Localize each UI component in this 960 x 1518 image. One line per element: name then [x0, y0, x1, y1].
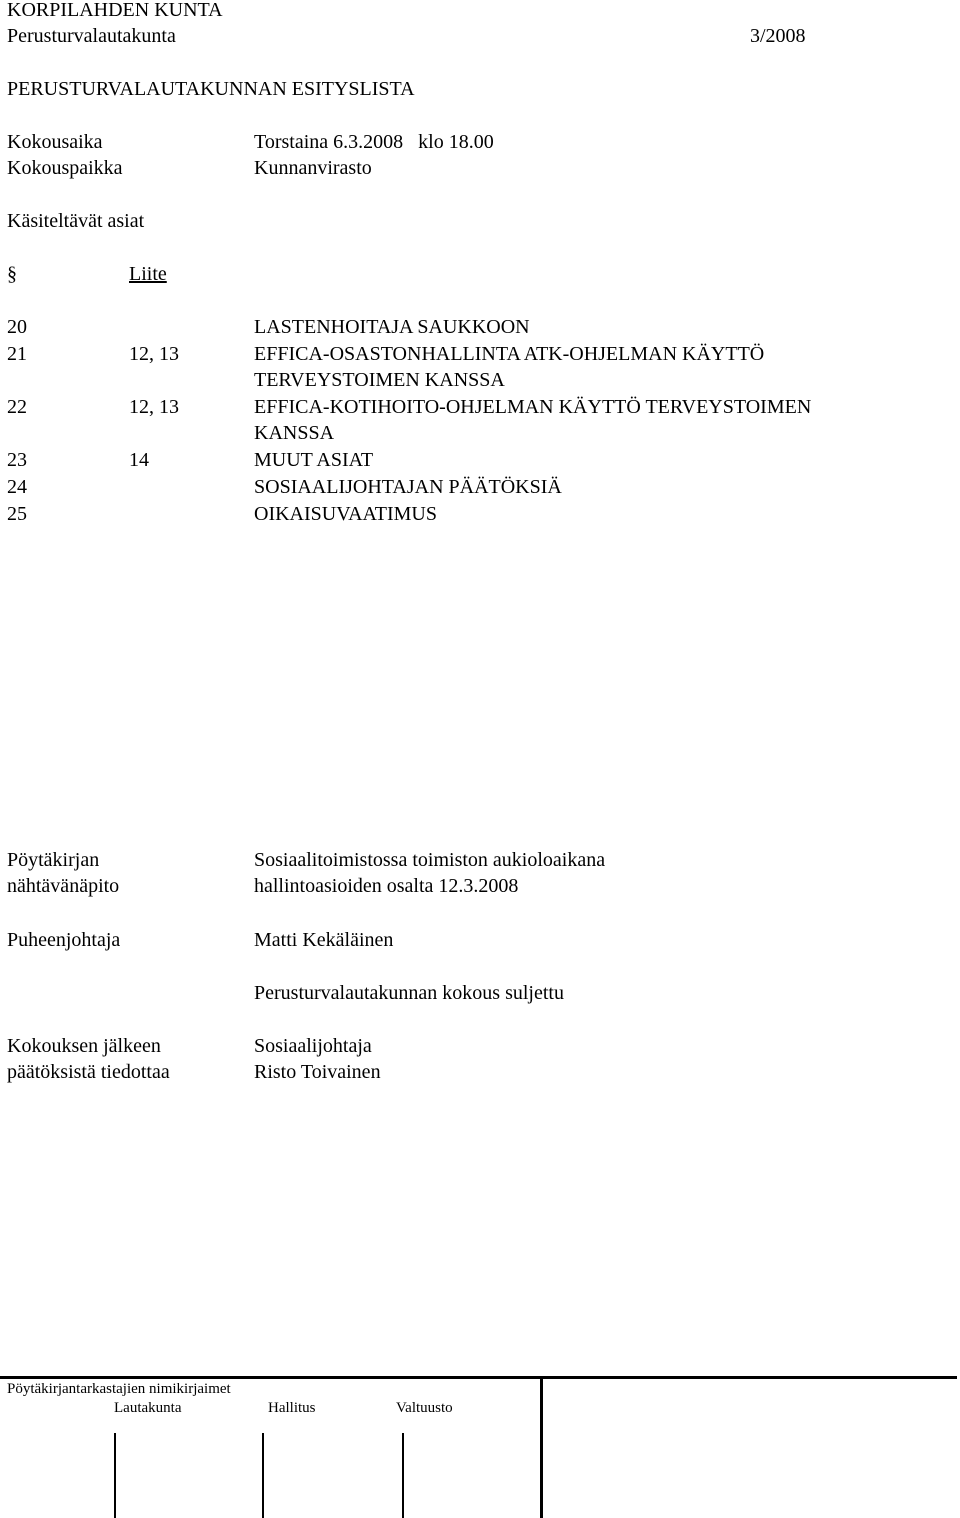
item-title: LASTENHOITAJA SAUKKOON — [254, 316, 530, 338]
item-title: OIKAISUVAATIMUS — [254, 503, 437, 525]
footer-divider — [540, 1378, 543, 1518]
minutes-value: Sosiaalitoimistossa toimiston aukioloaikana — [254, 849, 606, 871]
item-title: SOSIAALIJOHTAJAN PÄÄTÖKSIÄ — [254, 476, 562, 498]
signature-line — [402, 1433, 404, 1518]
item-number: 25 — [7, 503, 27, 525]
chair-value: Matti Kekäläinen — [254, 929, 394, 951]
meeting-time-label: Kokousaika — [7, 131, 103, 153]
meeting-place-value: Kunnanvirasto — [254, 157, 372, 179]
item-attachment: 12, 13 — [129, 396, 179, 418]
signature-line — [262, 1433, 264, 1518]
notifier-value-continuation: Risto Toivainen — [254, 1061, 381, 1083]
item-title: MUUT ASIAT — [254, 449, 374, 471]
item-number: 20 — [7, 316, 27, 338]
notifier-label-continuation: päätöksistä tiedottaa — [7, 1061, 170, 1083]
organization-name: KORPILAHDEN KUNTA — [7, 0, 223, 21]
footer-top-rule — [0, 1376, 957, 1379]
meeting-place-label: Kokouspaikka — [7, 157, 123, 179]
signatures-label: Pöytäkirjantarkastajien nimikirjaimet — [7, 1381, 231, 1397]
item-attachment: 12, 13 — [129, 343, 179, 365]
column-hallitus: Hallitus — [268, 1400, 316, 1416]
column-lautakunta: Lautakunta — [114, 1400, 182, 1416]
agenda-heading: Käsiteltävät asiat — [7, 210, 145, 232]
minutes-value-continuation: hallintoasioiden osalta 12.3.2008 — [254, 875, 519, 897]
attachment-column-header: Liite — [129, 263, 167, 285]
meeting-time-value: Torstaina 6.3.2008 klo 18.00 — [254, 131, 494, 153]
item-number: 24 — [7, 476, 27, 498]
agenda-number: 3/2008 — [750, 25, 806, 47]
signature-line — [114, 1433, 116, 1518]
notifier-label: Kokouksen jälkeen — [7, 1035, 161, 1057]
section-symbol: § — [7, 263, 17, 285]
item-number: 22 — [7, 396, 27, 418]
item-number: 23 — [7, 449, 27, 471]
board-name: Perusturvalautakunta — [7, 25, 176, 47]
closing-note: Perusturvalautakunnan kokous suljettu — [254, 982, 564, 1004]
chair-label: Puheenjohtaja — [7, 929, 121, 951]
minutes-label: Pöytäkirjan — [7, 849, 100, 871]
item-title: EFFICA-OSASTONHALLINTA ATK-OHJELMAN KÄYTTÖ — [254, 343, 765, 365]
column-valtuusto: Valtuusto — [396, 1400, 453, 1416]
item-number: 21 — [7, 343, 27, 365]
item-attachment: 14 — [129, 449, 149, 471]
notifier-value: Sosiaalijohtaja — [254, 1035, 372, 1057]
item-title-continuation: KANSSA — [254, 422, 335, 444]
minutes-label-continuation: nähtävänäpito — [7, 875, 120, 897]
item-title-continuation: TERVEYSTOIMEN KANSSA — [254, 369, 505, 391]
document-title: PERUSTURVALAUTAKUNNAN ESITYSLISTA — [7, 78, 415, 100]
item-title: EFFICA-KOTIHOITO-OHJELMAN KÄYTTÖ TERVEYSTOIMEN — [254, 396, 812, 418]
